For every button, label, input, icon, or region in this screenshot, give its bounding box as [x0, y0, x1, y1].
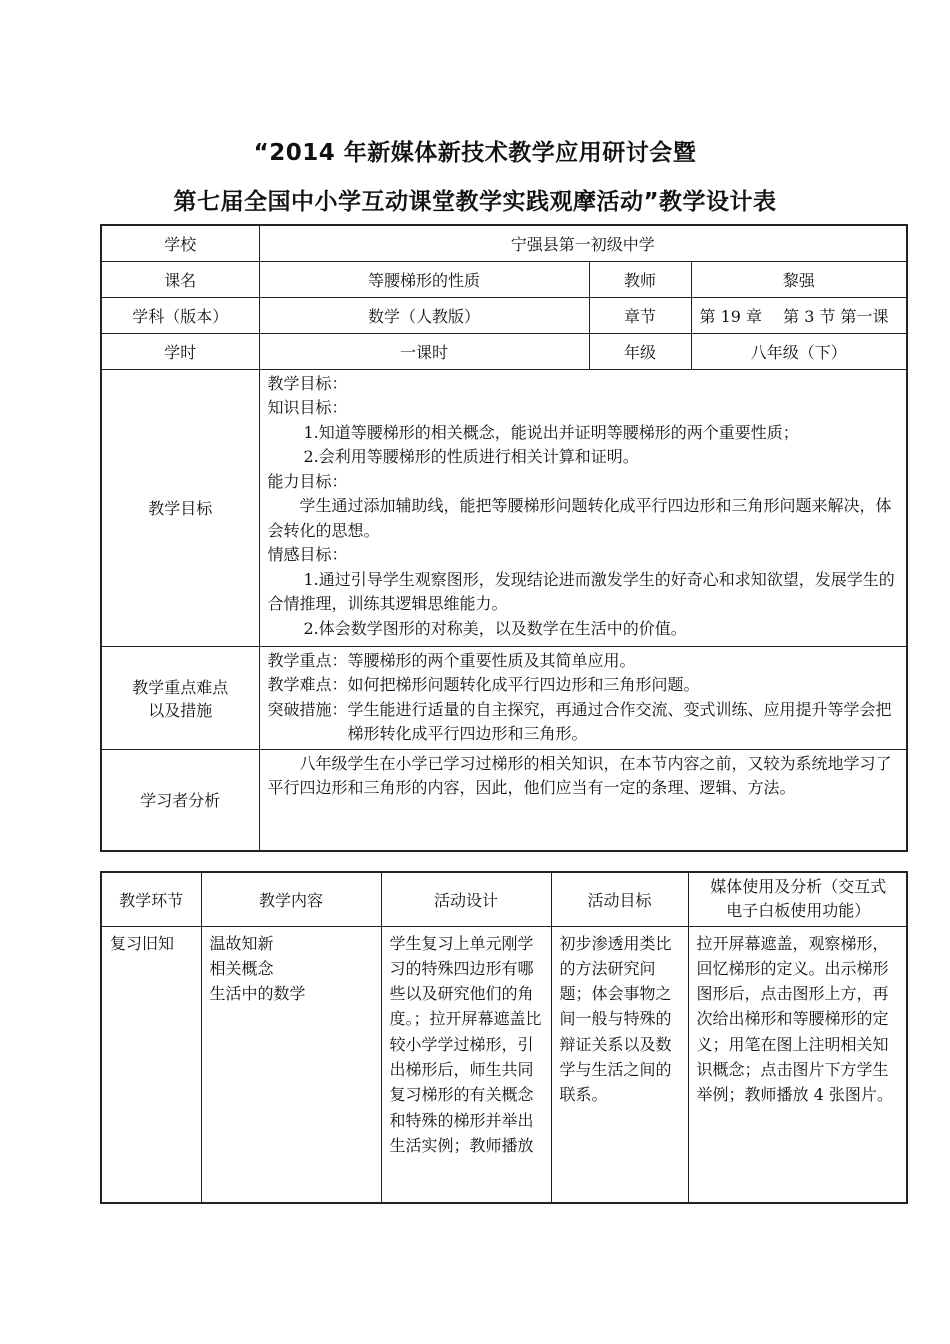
hours-value: 一课时 [259, 333, 589, 369]
objectives-heading: 教学目标： [267, 373, 348, 393]
difficult-point: 教学难点：如何把梯形问题转化成平行四边形和三角形问题。 [267, 675, 700, 694]
header-stage: 教学环节 [101, 872, 201, 926]
row-media: 拉开屏幕遮盖，观察梯形，回忆梯形的定义。出示梯形图形后，点击图形上方，再次给出梯形和等腰梯形的定义；用笔在图上注明相关知识概念；点击图片下方学生举例；教师播放 4 张图片。 [688, 926, 907, 1203]
row-goal: 初步渗透用类比的方法研究问题；体会事物之间一般与特殊的辩证关系以及数学与生活之间的联系。 [551, 926, 688, 1203]
learner-text: 八年级学生在小学已学习过梯形的相关知识，在本节内容之前，又较为系统地学习了平行四边形和三角形的内容，因此，他们应当有一定的条理、逻辑、方法。 [267, 753, 892, 797]
school-label: 学校 [101, 225, 259, 261]
title-line-1: “2014 年新媒体新技术教学应用研讨会暨 [253, 140, 697, 166]
lesson-plan-table [100, 871, 908, 1204]
objectives-label: 教学目标 [101, 369, 259, 646]
row-activity: 学生复习上单元刚学习的特殊四边形有哪些以及研究他们的角度。；拉开屏幕遮盖比较小学学过梯形，引出梯形后，师生共同复习梯形的有关概念和特殊的梯形并举出生活实例；教师播放 [381, 926, 551, 1203]
header-goal: 活动目标 [551, 872, 688, 926]
objectives-cell [259, 369, 907, 646]
emotion-item-1: 1.通过引导学生观察图形，发现结论进而激发学生的好奇心和求知欲望，发展学生的合情推理，训练其逻辑思维能力。 [267, 569, 895, 613]
row-content [201, 926, 381, 1203]
knowledge-item-2: 2.会利用等腰梯形的性质进行相关计算和证明。 [303, 447, 639, 466]
content-line-3: 生活中的数学 [209, 984, 306, 1004]
chapter-label: 章节 [589, 297, 691, 333]
keypoints-label-line-1: 教学重点难点 [132, 677, 229, 697]
chapter-value: 第 19 章 第 3 节 第一课 [691, 297, 907, 333]
keypoints-label [101, 646, 259, 749]
keypoints-cell [259, 646, 907, 749]
teacher-value: 黎强 [691, 261, 907, 297]
hours-label: 学时 [101, 333, 259, 369]
subject-value: 数学（人教版） [259, 297, 589, 333]
school-value: 宁强县第一初级中学 [259, 225, 907, 261]
course-label: 课名 [101, 261, 259, 297]
knowledge-heading: 知识目标： [267, 398, 348, 417]
info-table [100, 224, 908, 852]
content-line-2: 相关概念 [209, 958, 274, 978]
content-line-1: 温故知新 [209, 933, 274, 953]
course-value: 等腰梯形的性质 [259, 261, 589, 297]
ability-heading: 能力目标： [267, 471, 348, 491]
header-media: 媒体使用及分析（交互式电子白板使用功能） [688, 872, 907, 926]
header-content: 教学内容 [201, 872, 381, 926]
row-stage: 复习旧知 [101, 926, 201, 1203]
grade-label: 年级 [589, 333, 691, 369]
header-activity: 活动设计 [381, 872, 551, 926]
knowledge-item-1: 1.知道等腰梯形的相关概念，能说出并证明等腰梯形的两个重要性质； [303, 422, 799, 442]
teacher-label: 教师 [589, 261, 691, 297]
ability-text: 学生通过添加辅助线，能把等腰梯形问题转化成平行四边形和三角形问题来解决，体会转化的思想。 [267, 496, 892, 540]
measures: 突破措施：学生能进行适量的自主探究，再通过合作交流、变式训练、应用提升等学会把梯形转化成平行四边形和三角形。 [267, 699, 892, 743]
title-line-2: 第七届全国中小学互动课堂教学实践观摩活动”教学设计表 [173, 189, 777, 215]
emotion-heading: 情感目标： [267, 545, 348, 564]
subject-label: 学科（版本） [101, 297, 259, 333]
learner-label: 学习者分析 [101, 749, 259, 851]
emotion-item-2: 2.体会数学图形的对称美，以及数学在生活中的价值。 [303, 618, 687, 638]
grade-value: 八年级（下） [691, 333, 907, 369]
key-point: 教学重点：等腰梯形的两个重要性质及其简单应用。 [267, 650, 636, 670]
keypoints-label-line-2: 以及措施 [148, 700, 213, 720]
learner-cell [259, 749, 907, 851]
